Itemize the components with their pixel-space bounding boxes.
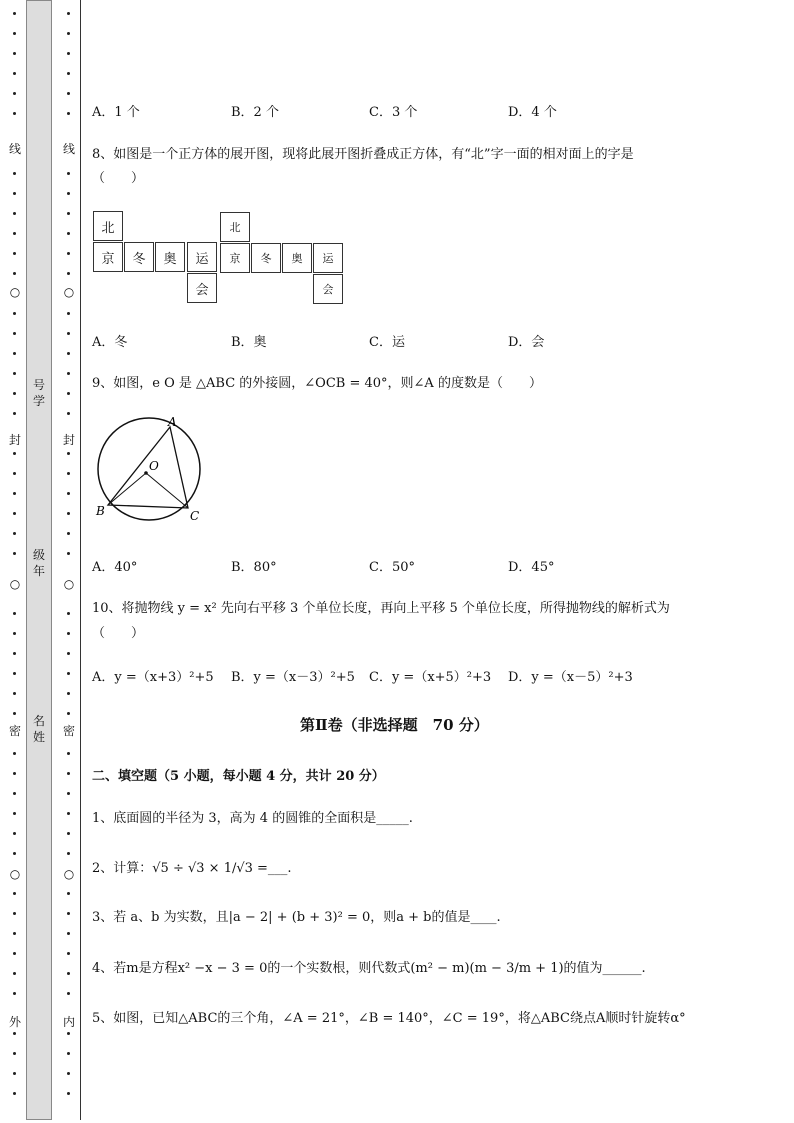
dot bbox=[67, 812, 70, 815]
fill-q1: 1、底面圆的半径为 3，高为 4 的圆锥的全面积是_____. bbox=[92, 811, 413, 826]
q8-option-b: B．奥 bbox=[231, 335, 267, 350]
dot bbox=[67, 752, 70, 755]
dot bbox=[67, 712, 70, 715]
q8-stem: 8、如图是一个正方体的展开图，现将此展开图折叠成正方体，有“北”字一面的相对面上的字是 bbox=[92, 147, 634, 162]
dot bbox=[13, 972, 16, 975]
dot bbox=[67, 172, 70, 175]
q9-option-a: A．40° bbox=[92, 560, 138, 575]
field-label-student-id: 号 学 bbox=[32, 378, 45, 408]
dot bbox=[13, 392, 16, 395]
dot bbox=[13, 252, 16, 255]
dot bbox=[67, 272, 70, 275]
q8-paren: （ ） bbox=[92, 171, 145, 186]
dot bbox=[67, 512, 70, 515]
outer-mark: 封 bbox=[4, 431, 26, 448]
net-left-cell-4: 运 bbox=[187, 242, 217, 272]
dot bbox=[67, 392, 70, 395]
dot bbox=[13, 312, 16, 315]
dot bbox=[67, 652, 70, 655]
dot bbox=[13, 12, 16, 15]
dot bbox=[13, 912, 16, 915]
q8-option-a: A．冬 bbox=[92, 335, 128, 350]
dot bbox=[13, 492, 16, 495]
net-right-cell-3: 奥 bbox=[282, 243, 312, 273]
dot bbox=[67, 12, 70, 15]
net-left-top: 北 bbox=[93, 211, 123, 241]
dot bbox=[67, 332, 70, 335]
net-right-top: 北 bbox=[220, 212, 250, 242]
net-left-cell-1: 京 bbox=[93, 242, 123, 272]
outer-dotted-line bbox=[8, 0, 22, 1123]
dot bbox=[67, 792, 70, 795]
net-right-bottom: 会 bbox=[313, 274, 343, 304]
dot bbox=[13, 532, 16, 535]
q9-stem: 9、如图，e O 是 △ABC 的外接圆，∠OCB = 40°，则∠A 的度数是（ ） bbox=[92, 376, 542, 391]
q10-option-c: C．y =（x+5）²+3 bbox=[369, 670, 492, 685]
outer-mark: 线 bbox=[4, 140, 26, 157]
dot bbox=[67, 552, 70, 555]
dot bbox=[13, 952, 16, 955]
dot bbox=[67, 852, 70, 855]
outer-mark: 密 bbox=[4, 722, 26, 739]
q8-option-d: D．会 bbox=[508, 335, 545, 350]
margin-border-line bbox=[80, 0, 81, 1120]
net-left-cell-2: 冬 bbox=[124, 242, 154, 272]
dot bbox=[13, 512, 16, 515]
outer-mark: ○ bbox=[4, 577, 26, 591]
dot bbox=[67, 892, 70, 895]
dot bbox=[67, 1052, 70, 1055]
label-a: A bbox=[168, 415, 177, 429]
fill-section-heading: 二、填空题（5 小题，每小题 4 分，共计 20 分） bbox=[92, 769, 385, 784]
dot bbox=[13, 352, 16, 355]
center-point bbox=[144, 471, 148, 475]
q10-option-a: A．y =（x+3）²+5 bbox=[92, 670, 214, 685]
segment-ob bbox=[108, 473, 146, 505]
dot bbox=[67, 1032, 70, 1035]
dot bbox=[67, 112, 70, 115]
field-label-grade: 级 年 bbox=[32, 548, 45, 578]
dot bbox=[13, 692, 16, 695]
outer-mark: ○ bbox=[4, 285, 26, 299]
dot bbox=[13, 552, 16, 555]
dot bbox=[67, 952, 70, 955]
net-right-cell-4: 运 bbox=[313, 243, 343, 273]
dot bbox=[13, 752, 16, 755]
triangle-abc bbox=[108, 427, 188, 508]
circle-triangle-figure bbox=[90, 412, 220, 527]
dot bbox=[13, 112, 16, 115]
fill-q5: 5、如图，已知△ABC的三个角，∠A = 21°，∠B = 140°，∠C = 19°，将△ABC绕点A顺时针旋转α° bbox=[92, 1011, 686, 1026]
dot bbox=[13, 932, 16, 935]
net-right-cell-1: 京 bbox=[220, 243, 250, 273]
dot bbox=[67, 1072, 70, 1075]
dot bbox=[67, 92, 70, 95]
outer-mark: ○ bbox=[4, 867, 26, 881]
fill-q2: 2、计算：√5 ÷ √3 × 1/√3 =___. bbox=[92, 861, 292, 876]
dot bbox=[13, 712, 16, 715]
q10-option-d: D．y =（x－5）²+3 bbox=[508, 670, 633, 685]
dot bbox=[67, 452, 70, 455]
dot bbox=[13, 192, 16, 195]
dot bbox=[13, 832, 16, 835]
label-c: C bbox=[190, 509, 200, 523]
dot bbox=[13, 992, 16, 995]
q10-paren: （ ） bbox=[92, 626, 145, 641]
dot bbox=[67, 472, 70, 475]
dot bbox=[13, 72, 16, 75]
binding-strip bbox=[26, 0, 52, 1120]
dot bbox=[67, 252, 70, 255]
q9-option-b: B．80° bbox=[231, 560, 277, 575]
dot bbox=[67, 52, 70, 55]
dot bbox=[67, 372, 70, 375]
dot bbox=[67, 352, 70, 355]
inner-mark: ○ bbox=[58, 285, 80, 299]
dot bbox=[67, 912, 70, 915]
net-left-bottom: 会 bbox=[187, 273, 217, 303]
dot bbox=[13, 632, 16, 635]
dot bbox=[67, 832, 70, 835]
net-right-cell-2: 冬 bbox=[251, 243, 281, 273]
dot bbox=[67, 232, 70, 235]
q7-option-d: D．4 个 bbox=[508, 105, 557, 120]
dot bbox=[13, 1072, 16, 1075]
dot bbox=[67, 532, 70, 535]
q8-option-c: C．运 bbox=[369, 335, 405, 350]
dot bbox=[13, 652, 16, 655]
dot bbox=[13, 452, 16, 455]
dot bbox=[13, 1092, 16, 1095]
dot bbox=[67, 692, 70, 695]
dot bbox=[13, 1032, 16, 1035]
dot bbox=[13, 672, 16, 675]
part2-title: 第Ⅱ卷（非选择题 70 分） bbox=[300, 716, 489, 734]
net-left-cell-3: 奥 bbox=[155, 242, 185, 272]
dot bbox=[13, 772, 16, 775]
dot bbox=[67, 212, 70, 215]
dot bbox=[13, 372, 16, 375]
dot bbox=[67, 32, 70, 35]
dot bbox=[67, 632, 70, 635]
dot bbox=[13, 172, 16, 175]
dot bbox=[67, 492, 70, 495]
dot bbox=[67, 972, 70, 975]
inner-mark: ○ bbox=[58, 577, 80, 591]
q10-option-b: B．y =（x－3）²+5 bbox=[231, 670, 355, 685]
dot bbox=[67, 992, 70, 995]
dot bbox=[67, 72, 70, 75]
dot bbox=[13, 1052, 16, 1055]
dot bbox=[13, 52, 16, 55]
field-label-name: 名 姓 bbox=[32, 714, 45, 744]
dot bbox=[67, 1092, 70, 1095]
dot bbox=[13, 612, 16, 615]
fill-q3: 3、若 a、b 为实数，且|a − 2| + (b + 3)² = 0，则a + b的值是____. bbox=[92, 910, 501, 925]
dot bbox=[13, 232, 16, 235]
dot bbox=[67, 672, 70, 675]
dot bbox=[13, 852, 16, 855]
dot bbox=[67, 192, 70, 195]
dot bbox=[13, 92, 16, 95]
q7-option-a: A．1 个 bbox=[92, 105, 140, 120]
q9-option-c: C．50° bbox=[369, 560, 415, 575]
dot bbox=[67, 312, 70, 315]
fill-q4: 4、若m是方程x² −x − 3 = 0的一个实数根，则代数式(m² − m)(m − 3/m + 1)的值为______. bbox=[92, 961, 646, 976]
dot bbox=[13, 812, 16, 815]
dot bbox=[13, 412, 16, 415]
dot bbox=[67, 932, 70, 935]
label-o: O bbox=[149, 459, 159, 473]
inner-mark: 封 bbox=[58, 431, 80, 448]
inner-mark: 密 bbox=[58, 722, 80, 739]
inner-mark: 线 bbox=[58, 140, 80, 157]
dot bbox=[13, 272, 16, 275]
dot bbox=[13, 212, 16, 215]
dot bbox=[13, 332, 16, 335]
q7-option-b: B．2 个 bbox=[231, 105, 279, 120]
inner-mark: ○ bbox=[58, 867, 80, 881]
dot bbox=[13, 32, 16, 35]
dot bbox=[67, 412, 70, 415]
label-b: B bbox=[96, 504, 105, 518]
q10-stem: 10、将抛物线 y = x² 先向右平移 3 个单位长度，再向上平移 5 个单位长度，所得抛物线的解析式为 bbox=[92, 601, 670, 616]
dot bbox=[13, 472, 16, 475]
inner-mark: 内 bbox=[58, 1013, 80, 1030]
inner-dotted-line bbox=[62, 0, 76, 1123]
dot bbox=[13, 792, 16, 795]
outer-mark: 外 bbox=[4, 1013, 26, 1030]
q7-option-c: C．3 个 bbox=[369, 105, 418, 120]
q9-option-d: D．45° bbox=[508, 560, 555, 575]
dot bbox=[67, 612, 70, 615]
dot bbox=[13, 892, 16, 895]
dot bbox=[67, 772, 70, 775]
